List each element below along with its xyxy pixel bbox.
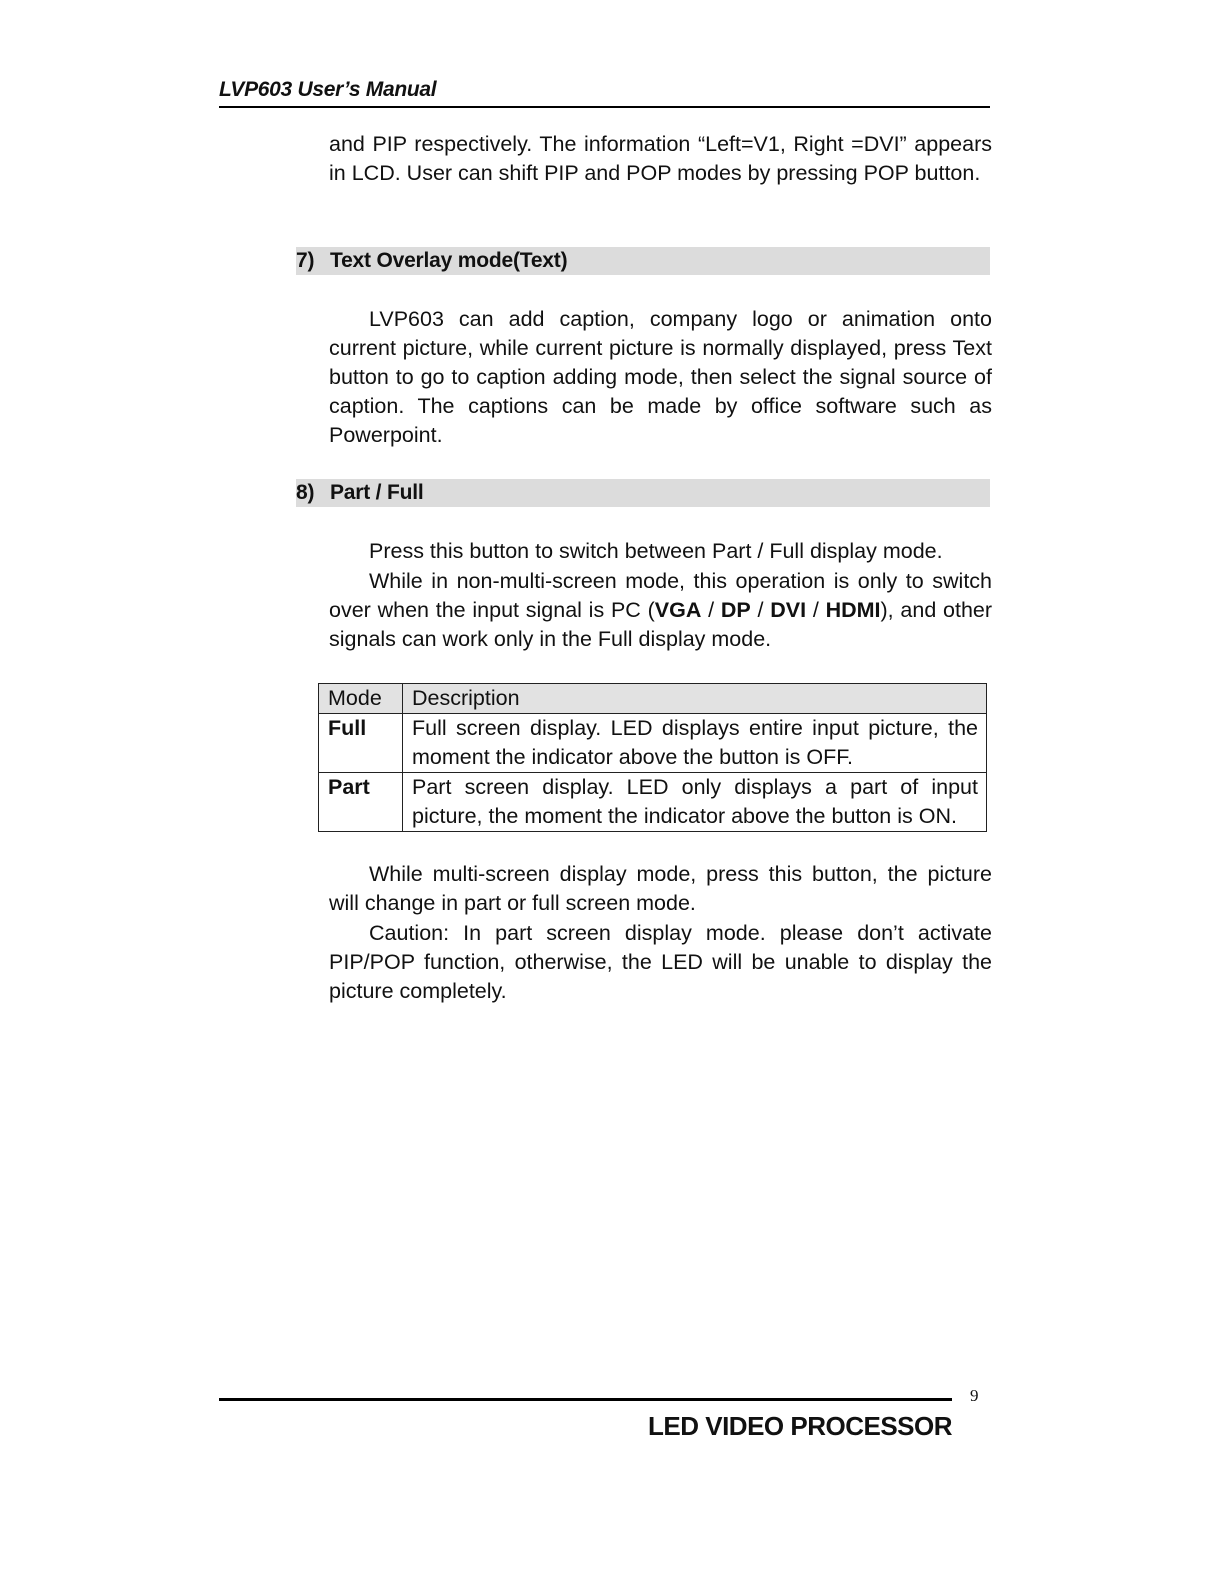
section-8-number: 8) (296, 481, 315, 504)
p2-start: While in non-multi-screen mode, this operation is only to switch over when the input signal is PC ( (329, 569, 992, 622)
table-header-description: Description (403, 684, 987, 714)
section-7-paragraph: LVP603 can add caption, company logo or animation onto current picture, while current picture is normally displayed, press Text button to go to caption adding mode, then select the signal source of caption. The captions can be made by office software such as Powerpoint. (329, 307, 992, 447)
table-cell-description: Full screen display. LED displays entire input picture, the moment the indicator above the button is OFF. (403, 714, 987, 773)
section-7-number: 7) (296, 249, 315, 272)
table-header-row (319, 684, 987, 714)
signal-vga: VGA (654, 598, 702, 622)
p2-end: ), and other signals can work only in the Full display mode. (329, 598, 993, 651)
table-cell-mode: Part (319, 773, 403, 832)
section-8-paragraph-1: Press this button to switch between Part / Full display mode. (369, 539, 943, 563)
section-8-paragraph-3: While multi-screen display mode, press this button, the picture will change in part or full screen mode. (329, 862, 992, 915)
table-cell-mode: Full (319, 714, 403, 773)
signal-dp: DP (720, 598, 751, 622)
signal-hdmi: HDMI (825, 598, 881, 622)
table-row (319, 773, 987, 832)
section-8-paragraph-4: Caution: In part screen display mode. please don’t activate PIP/POP function, otherwise, the LED will be unable to display the picture completely. (329, 921, 992, 1003)
section-8-heading (296, 479, 990, 507)
header-title: LVP603 User’s Manual (219, 78, 437, 101)
table-row (319, 714, 987, 773)
header-rule (219, 106, 990, 108)
signal-separator: / (750, 598, 771, 622)
table-cell-description: Part screen display. LED only displays a part of input picture, the moment the indicator above the button is ON. (403, 773, 987, 832)
intro-paragraph: and PIP respectively. The information “Left=V1, Right =DVI” appears in LCD. User can shift PIP and POP modes by pressing POP button. (329, 132, 992, 185)
signal-separator: / (701, 598, 721, 622)
signal-separator: / (806, 598, 826, 622)
section-8-paragraph-2 (329, 567, 992, 654)
footer-rule (219, 1398, 952, 1401)
page-number: 9 (970, 1386, 979, 1405)
section-7-title: Text Overlay mode(Text) (330, 249, 568, 272)
section-7-heading (296, 247, 990, 275)
section-8-title: Part / Full (330, 481, 424, 504)
mode-table (318, 683, 987, 832)
signal-dvi: DVI (770, 598, 807, 622)
table-header-mode: Mode (319, 684, 403, 714)
footer-title: LED VIDEO PROCESSOR (648, 1411, 952, 1441)
